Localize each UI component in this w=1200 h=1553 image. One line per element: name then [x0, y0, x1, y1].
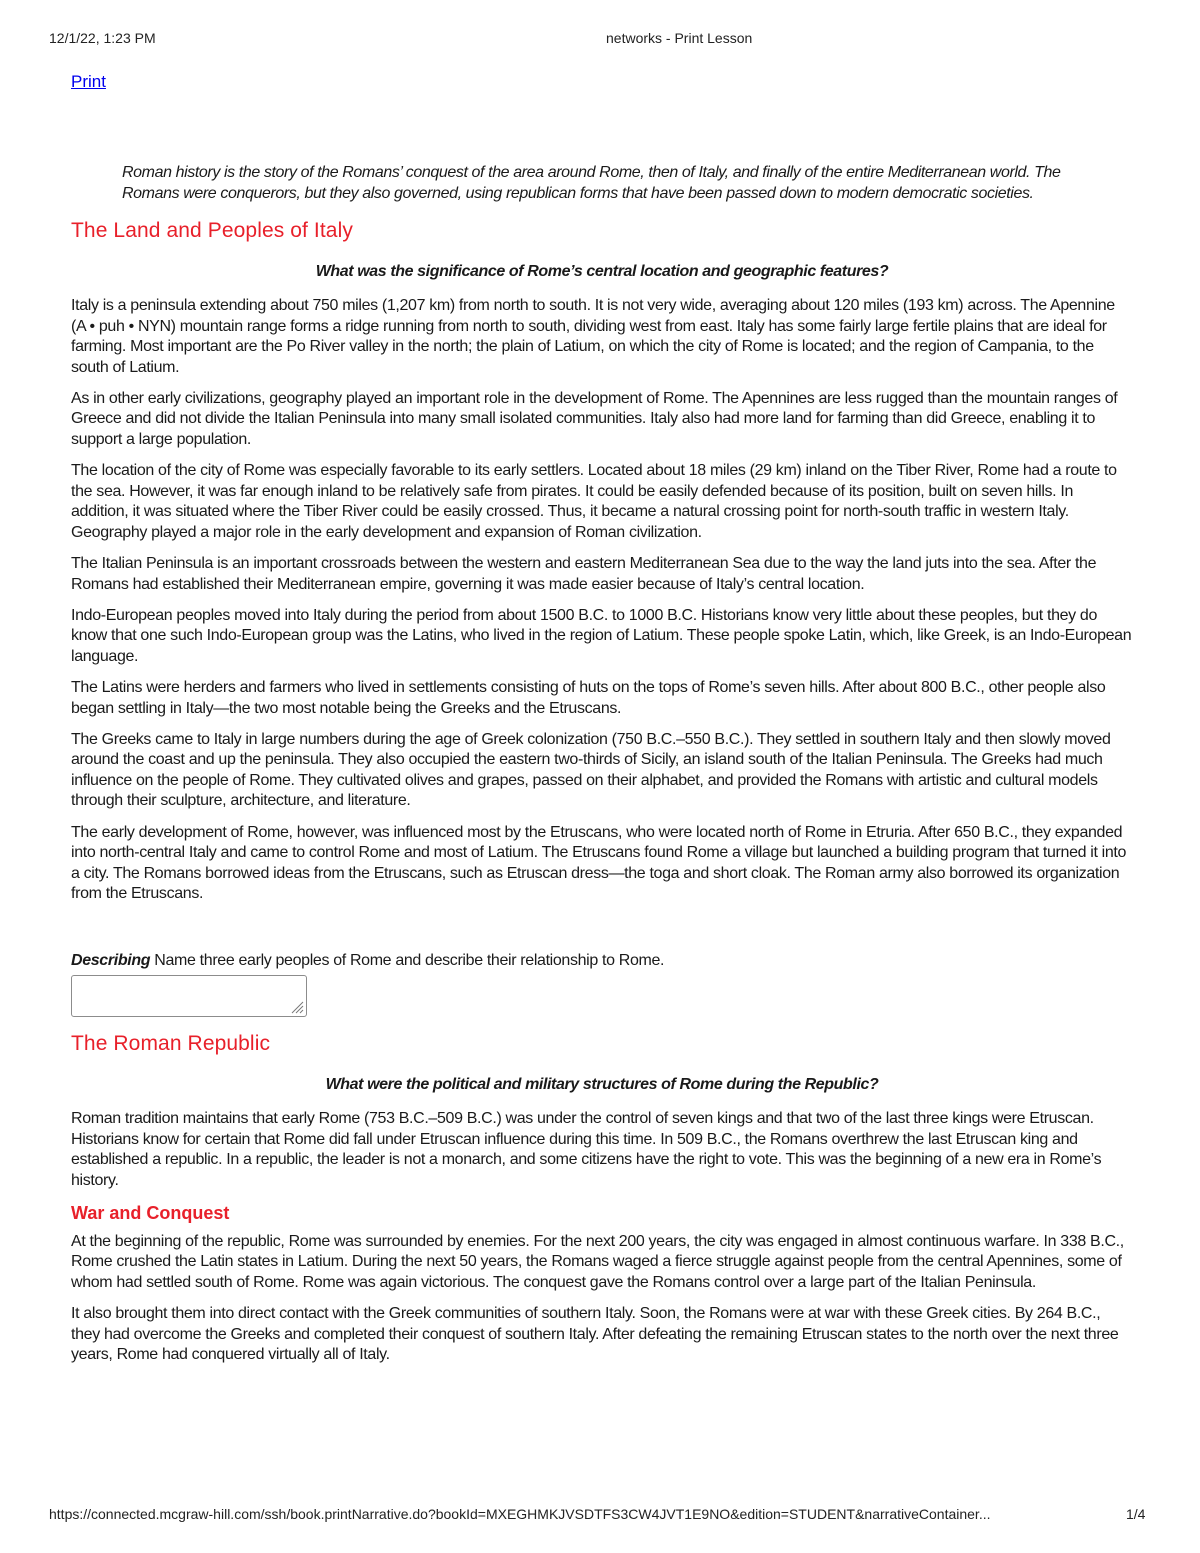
section-heading-land-peoples: The Land and Peoples of Italy	[71, 219, 353, 242]
paragraph: Roman tradition maintains that early Rome (753 B.C.–509 B.C.) was under the control of seven kings and that two of the last three kings were Etruscan. Historians know for certain that Rome did fall under Etruscan influence during this time. In 509 B.C., the Romans overthrew the last Etruscan king and established a republic. In a republic, the leader is not a monarch, and some citizens have the right to vote. This was the beginning of a new era in Rome’s history.	[71, 1109, 1102, 1189]
section-heading-roman-republic: The Roman Republic	[71, 1031, 271, 1055]
paragraph: The location of the city of Rome was especially favorable to its early settlers. Located about 18 miles (29 km) inland on the Tiber River, Rome had a route to the sea. However, it was far enough inland to be relatively safe from pirates. It could be easily defended because of its position, built on seven hills. In addition, it was situated where the Tiber River could be easily crossed. Thus, it became a natural crossing point for north-south traffic in western Italy. Geography played a major role in the early development and expansion of Roman civilization.	[71, 462, 1117, 541]
subheading-war-and-conquest: War and Conquest	[71, 1202, 230, 1223]
print-link[interactable]: Print	[71, 72, 106, 91]
resize-handle-icon[interactable]	[290, 1000, 304, 1014]
guiding-question: What was the significance of Rome’s central location and geographic features?	[315, 263, 889, 280]
paragraph: The Italian Peninsula is an important crossroads between the western and eastern Mediterranean Sea due to the way the land juts into the sea. After the Romans had established their Mediterranean empire, governing it was made easier because of Italy’s central location.	[71, 555, 1097, 593]
describing-prompt	[71, 951, 1133, 971]
lesson-content	[71, 162, 1133, 1376]
print-datetime: 12/1/22, 1:23 PM	[49, 30, 156, 46]
describing-label: Describing	[71, 951, 151, 969]
guiding-question: What were the political and military structures of Rome during the Republic?	[325, 1075, 879, 1093]
paragraph: As in other early civilizations, geography played an important role in the development of Rome. The Apennines are less rugged than the mountain ranges of Greece and did not divide the Italian Peninsula into many small isolated communities. Italy also had more land for farming than did Greece, enabling it to support a large population.	[71, 389, 1118, 449]
page-number: 1/4	[1126, 1506, 1146, 1522]
describing-prompt-text: Name three early peoples of Rome and describe their relationship to Rome.	[150, 951, 665, 969]
paragraph: At the beginning of the republic, Rome was surrounded by enemies. For the next 200 years, the city was engaged in almost continuous warfare. In 338 B.C., Rome crushed the Latin states in Latium. During the next 50 years, the Romans waged a fierce struggle against people from the central Apennines, some of whom had settled south of Rome. Rome was again victorious. The conquest gave the Romans control over a large part of the Italian Peninsula.	[71, 1232, 1124, 1291]
paragraph: It also brought them into direct contact with the Greek communities of southern Italy. Soon, the Romans were at war with these Greek cities. By 264 B.C., they had overcome the Greeks and completed their conquest of southern Italy. After defeating the remaining Etruscan states to the north over the next three years, Rome had conquered virtually all of Italy.	[71, 1305, 1119, 1364]
page-url: https://connected.mcgraw-hill.com/ssh/book.printNarrative.do?bookId=MXEGHMKJVSDTFS3CW4JVT1E9NO&edition=STUDENT&narrativeContainer...	[49, 1506, 991, 1522]
paragraph: The Greeks came to Italy in large numbers during the age of Greek colonization (750 B.C.–550 B.C.). They settled in southern Italy and then slowly moved around the coast and up the peninsula. They also occupied the eastern two-thirds of Sicily, an island south of the Italian Peninsula. The Greeks had much influence on the people of Rome. They cultivated olives and grapes, passed on their alphabet, and provided the Romans with artistic and cultural models through their sculpture, architecture, and literature.	[71, 730, 1111, 810]
paragraph: Italy is a peninsula extending about 750 miles (1,207 km) from north to south. It is not very wide, averaging about 120 miles (193 km) across. The Apennine (A • puh • NYN) mountain range forms a ridge running from north to south, dividing west from east. Italy has some fairly large fertile plains that are ideal for farming. Most important are the Po River valley in the north; the plain of Latium, on which the city of Rome is located; and the region of Campania, to the south of Latium.	[71, 297, 1115, 376]
intro-text: Roman history is the story of the Romans’ conquest of the area around Rome, then of Italy, and finally of the entire Mediterranean world. The Romans were conquerors, but they also governed, using republican forms that have been passed down to modern democratic societies.	[122, 164, 1061, 202]
paragraph: Indo-European peoples moved into Italy during the period from about 1500 B.C. to 1000 B.C. Historians know very little about these peoples, but they do know that one such Indo-European group was the Latins, who lived in the region of Latium. These people spoke Latin, which, like Greek, is an Indo-European language.	[71, 606, 1132, 665]
answer-textarea[interactable]	[71, 975, 307, 1017]
paragraph: The Latins were herders and farmers who lived in settlements consisting of huts on the tops of Rome’s seven hills. After about 800 B.C., other people also began settling in Italy—the two most notable being the Greeks and the Etruscans.	[71, 679, 1106, 717]
page-title: networks - Print Lesson	[606, 30, 753, 46]
paragraph: The early development of Rome, however, was influenced most by the Etruscans, who were located north of Rome in Etruria. After 650 B.C., they expanded into north-central Italy and came to control Rome and most of Latium. The Etruscans found Rome a village but launched a building program that turned it into a city. The Romans borrowed ideas from the Etruscans, such as Etruscan dress—the toga and short cloak. The Roman army also borrowed its organization from the Etruscans.	[71, 823, 1127, 903]
